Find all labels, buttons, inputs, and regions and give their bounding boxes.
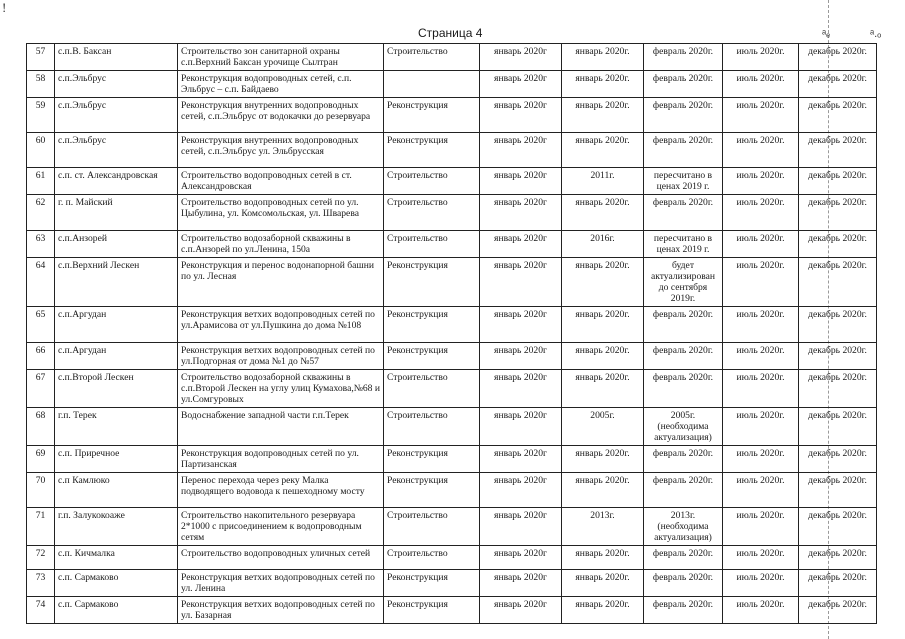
project-name: Строительство накопительного резервуара 2*1000 с присоединением к водопроводным сетям <box>178 508 384 546</box>
estimate-date: январь 2020г. <box>562 473 644 508</box>
settlement: с.п.Верхний Лескен <box>55 258 178 307</box>
settlement: с.п.Аргудан <box>55 343 178 370</box>
start-date: январь 2020г <box>480 473 562 508</box>
table-row <box>27 446 877 473</box>
row-number: 74 <box>27 597 55 624</box>
table-row <box>27 133 877 168</box>
row-number: 59 <box>27 98 55 133</box>
estimate-date: 2013г. <box>562 508 644 546</box>
page-header <box>0 26 905 42</box>
settlement: с.п.В. Баксан <box>55 44 178 71</box>
tender-date: июль 2020г. <box>723 133 799 168</box>
tender-date: июль 2020г. <box>723 370 799 408</box>
table-row <box>27 168 877 195</box>
start-date: январь 2020г <box>480 195 562 231</box>
estimate-date: 2005г. <box>562 408 644 446</box>
estimate-status: февраль 2020г. <box>644 343 723 370</box>
row-number: 61 <box>27 168 55 195</box>
table-body <box>27 44 877 624</box>
work-type: Строительство <box>384 408 480 446</box>
row-number: 64 <box>27 258 55 307</box>
tender-date: июль 2020г. <box>723 597 799 624</box>
estimate-status: 2013г.(необходима актуализация) <box>644 508 723 546</box>
completion-date: декабрь 2020г. <box>799 71 877 98</box>
completion-date: декабрь 2020г. <box>799 370 877 408</box>
row-number: 65 <box>27 307 55 343</box>
estimate-date: январь 2020г. <box>562 570 644 597</box>
settlement: г.п. Залукокоаже <box>55 508 178 546</box>
work-type: Строительство <box>384 44 480 71</box>
work-type: Реконструкция <box>384 446 480 473</box>
project-name: Строительство водозаборной скважины в с.п.Второй Лескен на углу улиц Кумахова,№68 и ул.Сомгуровых <box>178 370 384 408</box>
settlement: с.п Камлюко <box>55 473 178 508</box>
start-date: январь 2020г <box>480 370 562 408</box>
estimate-date: январь 2020г. <box>562 446 644 473</box>
tender-date: июль 2020г. <box>723 44 799 71</box>
tender-date: июль 2020г. <box>723 408 799 446</box>
tender-date: июль 2020г. <box>723 570 799 597</box>
tender-date: июль 2020г. <box>723 168 799 195</box>
page-number: Страница 4 <box>418 26 483 40</box>
estimate-status: февраль 2020г. <box>644 370 723 408</box>
row-number: 57 <box>27 44 55 71</box>
start-date: январь 2020г <box>480 71 562 98</box>
completion-date: декабрь 2020г. <box>799 195 877 231</box>
completion-date: декабрь 2020г. <box>799 473 877 508</box>
project-name: Строительство зон санитарной охраны с.п.Верхний Баксан урочище Сылтран <box>178 44 384 71</box>
settlement: с.п.Анзорей <box>55 231 178 258</box>
table-row <box>27 473 877 508</box>
settlement: с.п. Кичмалка <box>55 546 178 570</box>
table-row <box>27 370 877 408</box>
row-number: 73 <box>27 570 55 597</box>
project-name: Реконструкция водопроводных сетей, с.п. Эльбрус – с.п. Байдаево <box>178 71 384 98</box>
estimate-status: февраль 2020г. <box>644 195 723 231</box>
project-name: Реконструкция внутренних водопроводных сетей, с.п.Эльбрус ул. Эльбрусская <box>178 133 384 168</box>
table-row <box>27 570 877 597</box>
work-type: Строительство <box>384 231 480 258</box>
table-row <box>27 98 877 133</box>
work-type: Строительство <box>384 168 480 195</box>
completion-date: декабрь 2020г. <box>799 546 877 570</box>
estimate-date: январь 2020г. <box>562 597 644 624</box>
row-number: 66 <box>27 343 55 370</box>
estimate-status: февраль 2020г. <box>644 546 723 570</box>
estimate-status: пересчитано в ценах 2019 г. <box>644 231 723 258</box>
scan-mark: ᵃₑ <box>822 28 831 40</box>
start-date: январь 2020г <box>480 168 562 195</box>
completion-date: декабрь 2020г. <box>799 258 877 307</box>
table-row <box>27 546 877 570</box>
table-row <box>27 343 877 370</box>
project-name: Реконструкция и перенос водонапорной башни по ул. Лесная <box>178 258 384 307</box>
estimate-date: январь 2020г. <box>562 546 644 570</box>
row-number: 72 <box>27 546 55 570</box>
tender-date: июль 2020г. <box>723 258 799 307</box>
start-date: январь 2020г <box>480 44 562 71</box>
settlement: г. п. Майский <box>55 195 178 231</box>
work-type: Строительство <box>384 195 480 231</box>
settlement: с.п. Приречное <box>55 446 178 473</box>
row-number: 68 <box>27 408 55 446</box>
settlement: с.п.Эльбрус <box>55 71 178 98</box>
tender-date: июль 2020г. <box>723 446 799 473</box>
estimate-date: январь 2020г. <box>562 44 644 71</box>
completion-date: декабрь 2020г. <box>799 570 877 597</box>
project-name: Строительство водопроводных сетей по ул. Цыбулина, ул. Комсомольская, ул. Шварева <box>178 195 384 231</box>
completion-date: декабрь 2020г. <box>799 133 877 168</box>
table-row <box>27 195 877 231</box>
row-number: 67 <box>27 370 55 408</box>
table-row <box>27 307 877 343</box>
estimate-status: пересчитано в ценах 2019 г. <box>644 168 723 195</box>
tender-date: июль 2020г. <box>723 195 799 231</box>
completion-date: декабрь 2020г. <box>799 508 877 546</box>
work-type: Реконструкция <box>384 343 480 370</box>
start-date: январь 2020г <box>480 343 562 370</box>
settlement: с.п.Эльбрус <box>55 98 178 133</box>
row-number: 70 <box>27 473 55 508</box>
start-date: январь 2020г <box>480 258 562 307</box>
table-row <box>27 408 877 446</box>
settlement: с.п. Сармаково <box>55 570 178 597</box>
completion-date: декабрь 2020г. <box>799 408 877 446</box>
start-date: январь 2020г <box>480 231 562 258</box>
tender-date: июль 2020г. <box>723 508 799 546</box>
tender-date: июль 2020г. <box>723 307 799 343</box>
completion-date: декабрь 2020г. <box>799 307 877 343</box>
work-type: Строительство <box>384 508 480 546</box>
settlement: г.п. Терек <box>55 408 178 446</box>
work-type: Реконструкция <box>384 307 480 343</box>
estimate-date: январь 2020г. <box>562 370 644 408</box>
corner-mark: ! <box>2 0 7 15</box>
table-row <box>27 597 877 624</box>
tender-date: июль 2020г. <box>723 231 799 258</box>
estimate-status: будет актуализирован до сентября 2019г. <box>644 258 723 307</box>
estimate-status: февраль 2020г. <box>644 133 723 168</box>
work-type: Реконструкция <box>384 473 480 508</box>
completion-date: декабрь 2020г. <box>799 98 877 133</box>
completion-date: декабрь 2020г. <box>799 343 877 370</box>
estimate-status: февраль 2020г. <box>644 570 723 597</box>
work-type: Реконструкция <box>384 597 480 624</box>
tender-date: июль 2020г. <box>723 473 799 508</box>
estimate-date: январь 2020г. <box>562 343 644 370</box>
estimate-date: 2011г. <box>562 168 644 195</box>
completion-date: декабрь 2020г. <box>799 597 877 624</box>
table-row <box>27 44 877 71</box>
row-number: 62 <box>27 195 55 231</box>
estimate-status: февраль 2020г. <box>644 44 723 71</box>
project-name: Реконструкция ветхих водопроводных сетей по ул. Базарная <box>178 597 384 624</box>
completion-date: декабрь 2020г. <box>799 446 877 473</box>
row-number: 63 <box>27 231 55 258</box>
completion-date: декабрь 2020г. <box>799 231 877 258</box>
tender-date: июль 2020г. <box>723 546 799 570</box>
work-type: Реконструкция <box>384 258 480 307</box>
estimate-date: январь 2020г. <box>562 195 644 231</box>
settlement: с.п. ст. Александровская <box>55 168 178 195</box>
settlement: с.п. Сармаково <box>55 597 178 624</box>
start-date: январь 2020г <box>480 597 562 624</box>
project-name: Реконструкция ветхих водопроводных сетей по ул.Арамисова от ул.Пушкина до дома №108 <box>178 307 384 343</box>
estimate-date: январь 2020г. <box>562 71 644 98</box>
project-name: Реконструкция ветхих водопроводных сетей по ул. Ленина <box>178 570 384 597</box>
estimate-status: февраль 2020г. <box>644 597 723 624</box>
estimate-status: февраль 2020г. <box>644 446 723 473</box>
estimate-status: 2005г.(необходима актуализация) <box>644 408 723 446</box>
settlement: с.п.Эльбрус <box>55 133 178 168</box>
start-date: январь 2020г <box>480 446 562 473</box>
start-date: январь 2020г <box>480 508 562 546</box>
row-number: 71 <box>27 508 55 546</box>
row-number: 60 <box>27 133 55 168</box>
start-date: январь 2020г <box>480 98 562 133</box>
start-date: январь 2020г <box>480 307 562 343</box>
work-type <box>384 71 480 98</box>
start-date: январь 2020г <box>480 570 562 597</box>
estimate-date: январь 2020г. <box>562 98 644 133</box>
project-name: Реконструкция водопроводных сетей по ул. Партизанская <box>178 446 384 473</box>
settlement: с.п.Аргудан <box>55 307 178 343</box>
settlement: с.п.Второй Лескен <box>55 370 178 408</box>
tender-date: июль 2020г. <box>723 98 799 133</box>
completion-date: декабрь 2020г. <box>799 168 877 195</box>
estimate-date: январь 2020г. <box>562 133 644 168</box>
project-name: Реконструкция ветхих водопроводных сетей по ул.Подгорная от дома №1 до №57 <box>178 343 384 370</box>
row-number: 69 <box>27 446 55 473</box>
row-number: 58 <box>27 71 55 98</box>
estimate-status: февраль 2020г. <box>644 473 723 508</box>
work-type: Реконструкция <box>384 133 480 168</box>
table-row <box>27 231 877 258</box>
projects-table <box>26 43 877 624</box>
estimate-date: 2016г. <box>562 231 644 258</box>
project-name: Водоснабжение западной части г.п.Терек <box>178 408 384 446</box>
project-name: Строительство водопроводных уличных сетей <box>178 546 384 570</box>
start-date: январь 2020г <box>480 546 562 570</box>
estimate-date: январь 2020г. <box>562 258 644 307</box>
estimate-date: январь 2020г. <box>562 307 644 343</box>
table-row <box>27 258 877 307</box>
project-name: Перенос перехода через реку Малка подводящего водовода к пешеходному мосту <box>178 473 384 508</box>
tender-date: июль 2020г. <box>723 343 799 370</box>
estimate-status: февраль 2020г. <box>644 307 723 343</box>
estimate-status: февраль 2020г. <box>644 71 723 98</box>
table-row <box>27 508 877 546</box>
work-type: Строительство <box>384 370 480 408</box>
start-date: январь 2020г <box>480 408 562 446</box>
project-name: Строительство водопроводных сетей в ст. Александровская <box>178 168 384 195</box>
tender-date: июль 2020г. <box>723 71 799 98</box>
project-name: Строительство водозаборной скважины в с.п.Анзорей по ул.Ленина, 150а <box>178 231 384 258</box>
work-type: Реконструкция <box>384 98 480 133</box>
work-type: Строительство <box>384 546 480 570</box>
estimate-status: февраль 2020г. <box>644 98 723 133</box>
start-date: январь 2020г <box>480 133 562 168</box>
scan-mark: ᵃ.ₒ <box>870 28 882 40</box>
table-row <box>27 71 877 98</box>
work-type: Реконструкция <box>384 570 480 597</box>
completion-date: декабрь 2020г. <box>799 44 877 71</box>
project-name: Реконструкция внутренних водопроводных сетей, с.п.Эльбрус от водокачки до резервуара <box>178 98 384 133</box>
